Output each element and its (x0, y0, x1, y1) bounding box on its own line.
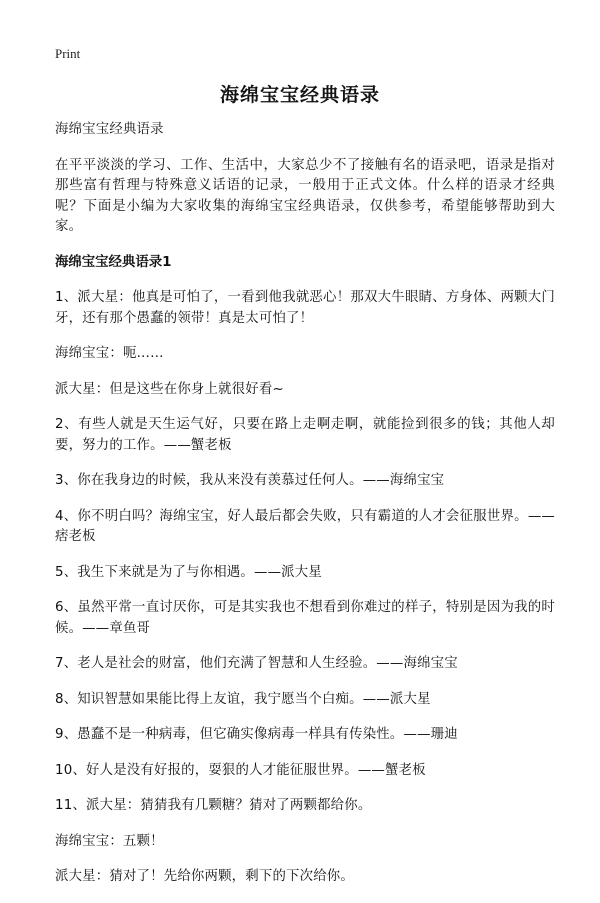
article-body (55, 120, 555, 903)
quote-item: 11、派大星：猜猜我有几颗糖？猜对了两颗都给你。 (55, 798, 372, 813)
quote-item: 3、你在我身边的时候，我从来没有羡慕过任何人。——海绵宝宝 (55, 473, 445, 488)
quote-item: 8、知识智慧如果能比得上友谊，我宁愿当个白痴。——派大星 (55, 691, 431, 707)
page-title: 海绵宝宝经典语录 (219, 84, 380, 106)
quote-item: 4、你不明白吗？海绵宝宝，好人最后都会失败，只有霸道的人才会征服世界。——痞老板 (55, 508, 555, 544)
quote-item: 海绵宝宝：呃…… (55, 346, 164, 361)
quote-item: 1、派大星：他真是可怕了，一看到他我就恶心！那双大牛眼睛、方身体、两颗大门牙，还有那个愚蠢的领带！真是太可怕了！ (55, 290, 555, 326)
quote-item: 10、好人是没有好报的，耍狠的人才能征服世界。——蟹老板 (55, 762, 426, 778)
intro-paragraph: 在平平淡淡的学习、工作、生活中，大家总少不了接触有名的语录吧，语录是指对那些富有哲理与特殊意义话语的记录，一般用于正式文体。什么样的语录才经典呢？下面是小编为大家收集的海绵宝宝经典语录，仅供参考，希望能够帮助到大家。 (55, 157, 555, 234)
intro-heading: 海绵宝宝经典语录 (55, 122, 164, 137)
quote-item: 6、虽然平常一直讨厌你，可是其实我也不想看到你难过的样子，特别是因为我的时候。——章鱼哥 (55, 600, 555, 636)
section-heading: 海绵宝宝经典语录1 (55, 254, 172, 270)
quote-item: 5、我生下来就是为了与你相遇。——派大星 (55, 564, 322, 580)
quote-item: 派大星：但是这些在你身上就很好看~ (55, 381, 284, 397)
print-link[interactable]: Print (55, 46, 81, 61)
quote-item: 派大星：猜对了！先给你两颗，剩下的下次给你。 (55, 869, 354, 884)
quote-item: 7、老人是社会的财富，他们充满了智慧和人生经验。——海绵宝宝 (55, 656, 458, 671)
quote-item: 海绵宝宝：五颗！ (55, 833, 164, 849)
quote-item: 2、有些人就是天生运气好，只要在路上走啊走啊，就能捡到很多的钱；其他人却要，努力的工作。——蟹老板 (55, 417, 555, 453)
quote-item: 9、愚蠢不是一种病毒，但它确实像病毒一样具有传染性。——珊迪 (55, 727, 458, 742)
